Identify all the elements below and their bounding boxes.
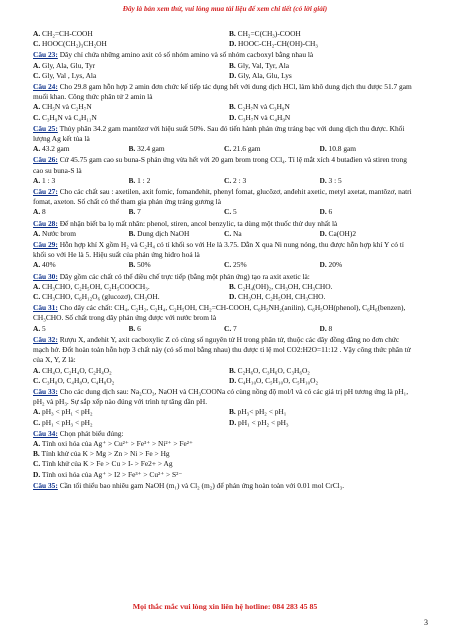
option-text: 5 xyxy=(42,323,46,333)
option-text: CH₂=CH-COOH xyxy=(42,29,93,38)
answer-option xyxy=(224,144,320,154)
option-letter: D. xyxy=(229,375,237,385)
question-number: Câu 25: xyxy=(33,123,58,133)
answer-options xyxy=(33,366,415,386)
answer-option xyxy=(229,376,415,386)
answer-option xyxy=(33,366,219,376)
answer-option xyxy=(33,102,219,112)
answer-option xyxy=(229,282,415,292)
option-letter: B. xyxy=(128,228,136,238)
answer-option xyxy=(129,229,225,239)
option-letter: C. xyxy=(224,323,232,333)
option-text: Gly, Val, Tyr, Ala xyxy=(237,60,290,70)
option-letter: A. xyxy=(33,407,41,417)
option-text: C₂H₄(OH)₂, CH₃OH, CH₃CHO. xyxy=(237,281,333,291)
question xyxy=(33,187,415,218)
option-text: 3 : 5 xyxy=(328,175,342,185)
question-number: Câu 34: xyxy=(33,428,58,438)
answer-option xyxy=(33,470,415,480)
answer-options xyxy=(33,29,415,49)
question-stem xyxy=(33,335,415,366)
question-text: Cho 29.8 gam hỗn hợp 2 amin đơn chức kế tiếp tác dụng hết với dung dịch HCl, làm khô dung dịch thu được 51.7 gam muối khan. Công thức phân tử 2 amin là xyxy=(33,82,412,102)
option-text: 43.2 gam xyxy=(42,144,70,154)
question-text: Cần tối thiểu bao nhiêu gam NaOH (m₁) và Cl₂ (m₂) để phản ứng hoàn toàn với 0.01 mol CrCl₃. xyxy=(59,480,345,490)
question-stem xyxy=(33,429,415,439)
answer-options xyxy=(33,324,415,334)
option-letter: D. xyxy=(319,228,327,238)
question-stem xyxy=(33,387,415,407)
answer-options xyxy=(33,407,415,427)
option-text: CH₂=C(CH₃)-COOH xyxy=(237,29,301,38)
question-text: Dãy chỉ chứa những amino axit có số nhóm amino và số nhóm cacboxyl bằng nhau là xyxy=(59,50,314,60)
option-text: Tính oxi hóa của Ag⁺ > Cu²⁺ > Fe³⁺ > Ni²⁺ > Fe²⁺ xyxy=(41,438,193,448)
question-stem xyxy=(33,240,415,260)
option-text: 7 xyxy=(137,207,141,217)
question xyxy=(33,429,415,480)
answer-option xyxy=(320,260,416,270)
option-text: 7 xyxy=(233,323,237,333)
option-text: pH₁ < pH₂ < pH₃ xyxy=(238,417,289,427)
option-text: Gly, Ala, Glu, Tyr xyxy=(42,60,96,70)
answer-options xyxy=(33,260,415,270)
question-text: Cho dãy các chất: CH₄, C₂H₂, C₂H₄, C₂H₅OH, CH₂=CH-COOH, C₆H₅NH₂(anilin), C₆H₅OH(phenol), C₆H₆(benzen), CH₃CHO. Số chất trong dãy phản ứng được với nước brom là xyxy=(33,303,406,323)
question-number: Câu 33: xyxy=(33,386,58,396)
answer-option xyxy=(320,229,416,239)
option-letter: A. xyxy=(33,144,41,154)
option-letter: B. xyxy=(128,144,136,154)
answer-option xyxy=(320,176,416,186)
option-letter: C. xyxy=(33,39,41,49)
answer-option xyxy=(229,39,415,49)
answer-options xyxy=(33,102,415,122)
option-text: 25% xyxy=(233,260,247,270)
answer-option xyxy=(320,207,416,217)
question-stem xyxy=(33,155,415,175)
option-text: C₃H₉N và C₄H₁₁N xyxy=(42,112,97,122)
option-text: 10.8 gam xyxy=(328,144,357,154)
answer-option xyxy=(33,61,219,71)
question-stem xyxy=(33,219,415,229)
question-text: Để nhận biết ba lọ mất nhãn: phenol, stiren, ancol benzylic, ta dùng một thuốc thử duy nhất là xyxy=(59,218,338,228)
question-stem xyxy=(33,481,415,491)
option-text: CH₃OH, C₂H₅OH, CH₃CHO. xyxy=(238,292,326,302)
answer-option xyxy=(33,71,219,81)
question-number: Câu 23: xyxy=(33,50,58,60)
answer-option xyxy=(33,113,219,123)
answer-option xyxy=(129,324,225,334)
option-letter: C. xyxy=(224,260,232,270)
answer-option xyxy=(224,176,320,186)
answer-option xyxy=(320,144,416,154)
option-letter: C. xyxy=(33,417,41,427)
answer-option xyxy=(33,39,219,49)
answer-option xyxy=(224,324,320,334)
question-text: Cho các dung dịch sau: Na₂CO₃, NaOH và CH₃COONa có cùng nồng độ mol/l và có các giá trị pH tương ứng là pH₁, pH₂ và pH₃. Sự sắp xếp nào đúng với trình tự tăng dần pH. xyxy=(33,386,409,407)
option-letter: D. xyxy=(33,469,41,479)
option-letter: A. xyxy=(33,60,41,70)
question-number: Câu 31: xyxy=(33,303,58,313)
option-letter: B. xyxy=(229,60,236,70)
option-letter: C. xyxy=(224,228,232,238)
question-stem xyxy=(33,303,415,323)
question xyxy=(33,219,415,239)
option-letter: B. xyxy=(229,281,236,291)
answer-option xyxy=(33,229,129,239)
answer-option xyxy=(229,292,415,302)
option-text: CH₅N và C₂H₇N xyxy=(42,102,92,112)
option-letter: A. xyxy=(33,281,41,291)
option-text: 21.6 gam xyxy=(233,144,261,154)
option-text: Gly, Val , Lys, Ala xyxy=(42,70,97,80)
question xyxy=(33,29,415,49)
option-letter: A. xyxy=(33,102,41,112)
option-text: pH₁ < pH₃ < pH₂ xyxy=(42,417,93,427)
answer-option xyxy=(33,282,219,292)
question xyxy=(33,124,415,155)
option-letter: A. xyxy=(33,260,41,270)
option-letter: D. xyxy=(229,417,237,427)
option-letter: D. xyxy=(229,112,237,122)
question xyxy=(33,335,415,386)
answer-option xyxy=(33,418,219,428)
option-text: Dung dịch NaOH xyxy=(137,228,190,238)
answer-option xyxy=(224,229,320,239)
option-letter: D. xyxy=(229,70,237,80)
question-number: Câu 26: xyxy=(33,155,58,165)
question-number: Câu 27: xyxy=(33,187,58,197)
option-text: Tính oxi hóa của Ag⁺ > I2 > Fe³⁺ > Cu²⁺ > S²⁻ xyxy=(41,469,183,479)
option-text: 1 : 2 xyxy=(137,175,151,185)
option-letter: A. xyxy=(33,207,41,217)
option-letter: B. xyxy=(128,323,136,333)
question xyxy=(33,82,415,123)
question-text: Dãy gồm các chất có thể điều chế trực tiếp (bằng một phản ứng) tạo ra axit axetic là: xyxy=(59,271,310,281)
question-number: Câu 30: xyxy=(33,271,58,281)
option-letter: C. xyxy=(224,207,232,217)
question-text: Cho các chất sau : axetilen, axit fomic, fomanđehit, phenyl fomat, glucôzơ, anđehit axetic, metyl axetat, mantôzơ, natri fomat, axeton. Số chất có thể tham gia phản ứng tráng gương là xyxy=(33,187,412,207)
option-letter: C. xyxy=(33,292,41,302)
answer-options xyxy=(33,61,415,81)
question-text: Rượu X, anđehit Y, axit cacboxylic Z có cùng số nguyên tử H trong phân tử, thuộc các dãy đồng đẳng no đơn chức mạch hở. Đốt hoàn toàn hỗn hợp 3 chất này (có số mol bằng nhau) thu được tỉ lệ mol CO2:H2O=11:12 . Vậy công thức phân tử của X, Y, Z là: xyxy=(33,334,411,365)
option-text: 8 xyxy=(328,323,333,333)
option-letter: D. xyxy=(319,207,327,217)
question-text: Cứ 45.75 gam cao su buna-S phản ứng vừa hết với 20 gam brom trong CCl₄. Tỉ lệ mắt xích 4 butađien và stiren trong cao su buna-S là xyxy=(33,155,407,175)
answer-option xyxy=(229,29,415,39)
option-text: CH₄O, C₂H₄O, C₂H₄O₂ xyxy=(42,365,112,375)
option-letter: C. xyxy=(33,70,41,80)
question-text: Hỗn hợp khí X gồm H₂ và C₂H₄ có tỉ khối so với He là 3.75. Dẫn X qua Ni nung nóng, thu được hỗn hợp khí Y có tỉ khối so với He là 5. Hiệu suất của phản ứng hiđro hoá là xyxy=(33,240,404,260)
option-letter: A. xyxy=(33,365,41,375)
option-text: HOOC-CH₂-CH(OH)-CH₃ xyxy=(238,39,318,49)
option-text: 20% xyxy=(328,260,343,270)
option-text: 8 xyxy=(42,207,46,217)
option-letter: D. xyxy=(229,39,237,49)
question-stem xyxy=(33,82,415,102)
question-stem xyxy=(33,272,415,282)
answer-options xyxy=(33,229,415,239)
question-number: Câu 28: xyxy=(33,218,58,228)
option-letter: D. xyxy=(319,175,327,185)
answer-option xyxy=(33,376,219,386)
question xyxy=(33,50,415,81)
answer-option xyxy=(229,71,415,81)
question xyxy=(33,303,415,334)
question-text: Chọn phát biểu đúng: xyxy=(59,428,124,438)
answer-option xyxy=(229,102,415,112)
option-text: C₂H₇N và C₃H₉N xyxy=(237,102,290,112)
option-letter: B. xyxy=(229,407,236,417)
option-letter: C. xyxy=(33,375,41,385)
option-text: 40% xyxy=(42,260,56,270)
option-letter: C. xyxy=(33,459,41,469)
option-text: Tính khử của K > Fe > Cu > I- > Fe2+ > Ag xyxy=(41,459,173,469)
question-number: Câu 32: xyxy=(33,334,58,344)
option-text: Tính khử của K > Mg > Zn > Ni > Fe > Hg xyxy=(41,449,170,459)
answer-options xyxy=(33,144,415,154)
option-letter: A. xyxy=(33,323,41,333)
option-text: C₃H₇N và C₄H₉N xyxy=(238,112,291,122)
option-text: C₂H₆O, C₃H₆O, C₃H₆O₂ xyxy=(237,365,310,375)
option-letter: B. xyxy=(229,29,236,38)
question-stem xyxy=(33,50,415,60)
option-letter: B. xyxy=(128,175,136,185)
option-text: 2 : 3 xyxy=(233,175,247,185)
preview-header: Đây là bản xem thử, vui lòng mua tài liệu để xem chi tiết (có lời giải) xyxy=(122,5,328,13)
answer-option xyxy=(229,113,415,123)
option-letter: C. xyxy=(224,144,232,154)
option-letter: D. xyxy=(229,292,237,302)
option-letter: D. xyxy=(319,144,327,154)
answer-option xyxy=(33,144,129,154)
option-text: C₄H₁₀O, C₅H₁₀O, C₅H₁₀O₂ xyxy=(238,375,319,385)
option-text: pH₃< pH₂ < pH₁ xyxy=(237,407,287,417)
option-text: pH₃ < pH₁ < pH₂ xyxy=(42,407,93,417)
option-text: 6 xyxy=(137,323,141,333)
question xyxy=(33,240,415,271)
option-text: Na xyxy=(233,228,242,238)
answer-options xyxy=(33,176,415,186)
answer-option xyxy=(229,61,415,71)
option-text: 5 xyxy=(233,207,237,217)
answer-options xyxy=(33,207,415,217)
question-stem xyxy=(33,187,415,207)
page-number: 3 xyxy=(424,618,428,627)
answer-option xyxy=(129,176,225,186)
question-number: Câu 29: xyxy=(33,240,58,250)
answer-option xyxy=(320,324,416,334)
option-text: 1 : 3 xyxy=(42,175,56,185)
question xyxy=(33,272,415,303)
answer-option xyxy=(129,260,225,270)
option-letter: B. xyxy=(33,449,40,459)
question xyxy=(33,155,415,186)
option-letter: A. xyxy=(33,228,41,238)
option-letter: A. xyxy=(33,438,41,448)
question-number: Câu 24: xyxy=(33,82,58,92)
option-letter: A. xyxy=(33,29,41,38)
option-letter: C. xyxy=(224,175,232,185)
option-text: Ca(OH)2 xyxy=(328,228,357,238)
answer-option xyxy=(33,439,415,449)
answer-option xyxy=(224,207,320,217)
question-stem xyxy=(33,124,415,144)
question-list xyxy=(33,29,415,492)
answer-option xyxy=(129,207,225,217)
option-text: C₃H₈O, C₄H₈O, C₄H₈O₂ xyxy=(42,375,115,385)
answer-option xyxy=(33,292,219,302)
question-text: Thủy phân 34.2 gam mantôzơ với hiệu suất 50%. Sau đó tiến hành phản ứng tráng bạc với dung dịch thu được. Khối lượng Ag kết tủa là xyxy=(33,123,405,144)
option-text: 32.4 gam xyxy=(137,144,165,154)
answer-option xyxy=(33,449,415,459)
answer-option xyxy=(224,260,320,270)
answer-option xyxy=(229,366,415,376)
option-text: Nước brom xyxy=(42,228,77,238)
answer-options xyxy=(33,439,415,480)
answer-option xyxy=(33,459,415,469)
answer-option xyxy=(229,418,415,428)
option-text: 6 xyxy=(328,207,333,217)
option-text: HOOC(CH₂)₃CH₂OH xyxy=(42,39,107,49)
option-letter: B. xyxy=(229,365,236,375)
option-text: Gly, Ala, Glu, Lys xyxy=(238,70,292,80)
option-letter: B. xyxy=(229,102,236,112)
question xyxy=(33,387,415,428)
option-text: CH₃CHO, C₆H₁₂O₆ (glucozơ), CH₃OH. xyxy=(42,292,160,302)
option-letter: D. xyxy=(319,323,327,333)
question-number: Câu 35: xyxy=(33,480,58,490)
question xyxy=(33,481,415,491)
answer-option xyxy=(129,144,225,154)
option-letter: B. xyxy=(128,207,136,217)
answer-option xyxy=(33,176,129,186)
answer-option xyxy=(33,29,219,39)
answer-option xyxy=(33,207,129,217)
option-letter: A. xyxy=(33,175,41,185)
option-text: 50% xyxy=(137,260,151,270)
hotline-footer: Mọi thắc mắc vui lòng xin liên hệ hotline: 084 283 45 85 xyxy=(132,602,318,611)
option-letter: C. xyxy=(33,112,41,122)
answer-option xyxy=(229,407,415,417)
option-letter: D. xyxy=(319,260,327,270)
answer-options xyxy=(33,282,415,302)
answer-option xyxy=(33,407,219,417)
answer-option xyxy=(33,260,129,270)
option-letter: B. xyxy=(128,260,136,270)
answer-option xyxy=(33,324,129,334)
option-text: CH₃CHO, C₂H₅OH, C₂H₅COOCH₃. xyxy=(42,281,150,291)
